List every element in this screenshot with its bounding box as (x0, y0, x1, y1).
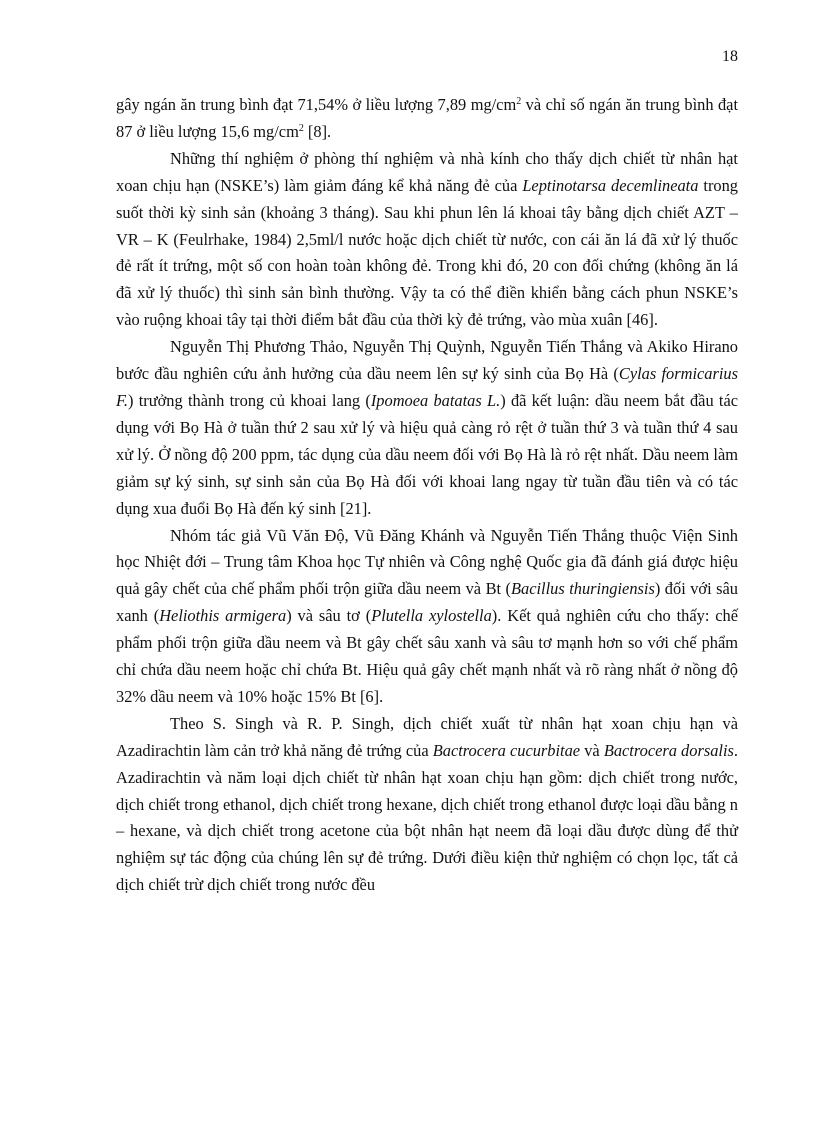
paragraph-4 (116, 523, 738, 711)
text-run: . Azadirachtin và năm loại dịch chiết từ nhân hạt xoan chịu hạn gồm: dịch chiết trong nước, dịch chiết trong ethanol, dịch chiết trong hexane, dịch chiết trong ethanol được loại dầu bằng n – hexane, và dịch chiết trong acetone của bột nhân hạt neem đã loại dầu được dùng để thử nghiệm sự tác động của chúng lên sự đẻ trứng. Dưới điều kiện thử nghiệm có chọn lọc, tất cả dịch chiết trừ dịch chiết trong nước đều (116, 740, 738, 895)
text-run: [8]. (303, 121, 332, 141)
italic-term: Bacillus thuringiensis (511, 579, 655, 599)
text-run: ) đối với sâu xanh ( (116, 579, 738, 626)
paragraph-1 (116, 92, 738, 146)
text-run: và (580, 740, 604, 760)
text-run: gây ngán ăn trung bình đạt 71,54% ở liều lượng 7,89 mg/cm (116, 95, 517, 114)
body-text (116, 92, 738, 899)
italic-term: Heliothis armigera (159, 606, 287, 626)
superscript: 2 (516, 96, 522, 107)
superscript: 2 (298, 122, 304, 134)
text-run: ) đã kết luận: dầu neem bắt đầu tác dụng với Bọ Hà ở tuần thứ 2 sau xử lý và hiệu quả càng rỏ rệt ở tuần thứ 3 và tuần thứ 4 sau xử lý. Ở nồng độ 200 ppm, tác dụng của dầu neem đối với Bọ Hà là rỏ rệt nhất. Dầu neem làm giảm sự ký sinh, sự sinh sản của Bọ Hà đối với khoai lang ngay từ tuần đầu tiên và có tác dụng xua đuổi Bọ Hà đến ký sinh [21]. (116, 390, 739, 518)
italic-term: Bactrocera dorsalis (603, 740, 734, 760)
text-run: và chỉ số ngán ăn trung bình đạt 87 ở liều lượng 15,6 mg/cm (116, 95, 738, 141)
text-run: ) trưởng thành trong củ khoai lang ( (128, 390, 371, 410)
text-run: trong suốt thời kỳ sinh sản (khoảng 3 tháng). Sau khi phun lên lá khoai tây bằng dịch chiết AZT – VR – K (Feulrhake, 1984) 2,5ml/l nước hoặc dịch chiết từ nước, con cái ăn lá đã xử lý thuốc đẻ rất ít trứng, một số con hoàn toàn không đẻ. Trong khi đó, 20 con đối chứng (không ăn lá đã xử lý thuốc) thì sinh sản bình thường. Vậy ta có thể điền khiển bằng cách phun NSKE’s vào ruộng khoai tây tại thời điểm bắt đầu của thời kỳ đẻ trứng, vào mùa xuân [46]. (116, 175, 738, 330)
text-run: ) và sâu tơ ( (286, 606, 372, 626)
italic-term: Cylas formicarius F. (116, 364, 738, 410)
italic-term: Leptinotarsa decemlineata (522, 175, 699, 195)
page-number: 18 (722, 48, 738, 65)
text-run: Nguyễn Thị Phương Thảo, Nguyễn Thị Quỳnh, Nguyễn Tiến Thắng và Akiko Hirano bước đầu nghiên cứu ảnh hưởng của dầu neem lên sự ký sinh của Bọ Hà ( (116, 337, 738, 384)
paragraph-5 (116, 711, 738, 899)
paragraph-3 (116, 334, 738, 522)
italic-term: Plutella xylostella (371, 606, 492, 626)
paragraph-2 (116, 146, 738, 334)
italic-term: Bactrocera cucurbitae (432, 740, 581, 760)
text-run: Nhóm tác giả Vũ Văn Độ, Vũ Đăng Khánh và Nguyễn Tiến Thắng thuộc Viện Sinh học Nhiệt đới – Trung tâm Khoa học Tự nhiên và Công nghệ Quốc gia đã đánh giá được hiệu quả gây chết của chế phẩm phối trộn giữa dầu neem và Bt ( (116, 525, 738, 599)
text-run: ). Kết quả nghiên cứu cho thấy: chế phẩm phối trộn giữa dầu neem và Bt gây chết sâu xanh và sâu tơ mạnh hơn so với chế phẩm chỉ chứa dầu neem hoặc chỉ chứa Bt. Hiệu quả gây chết mạnh nhất và rõ ràng nhất ở nồng độ 32% dầu neem và 10% hoặc 15% Bt [6]. (116, 606, 739, 706)
text-run: Những thí nghiệm ở phòng thí nghiệm và nhà kính cho thấy dịch chiết từ nhân hạt xoan chịu hạn (NSKE’s) làm giảm đáng kể khả năng đẻ của (116, 148, 738, 195)
text-run: Theo S. Singh và R. P. Singh, dịch chiết xuất từ nhân hạt xoan chịu hạn và Azadirachtin làm cản trở khả năng đẻ trứng của (116, 713, 738, 760)
italic-term: Ipomoea batatas L. (370, 390, 501, 410)
